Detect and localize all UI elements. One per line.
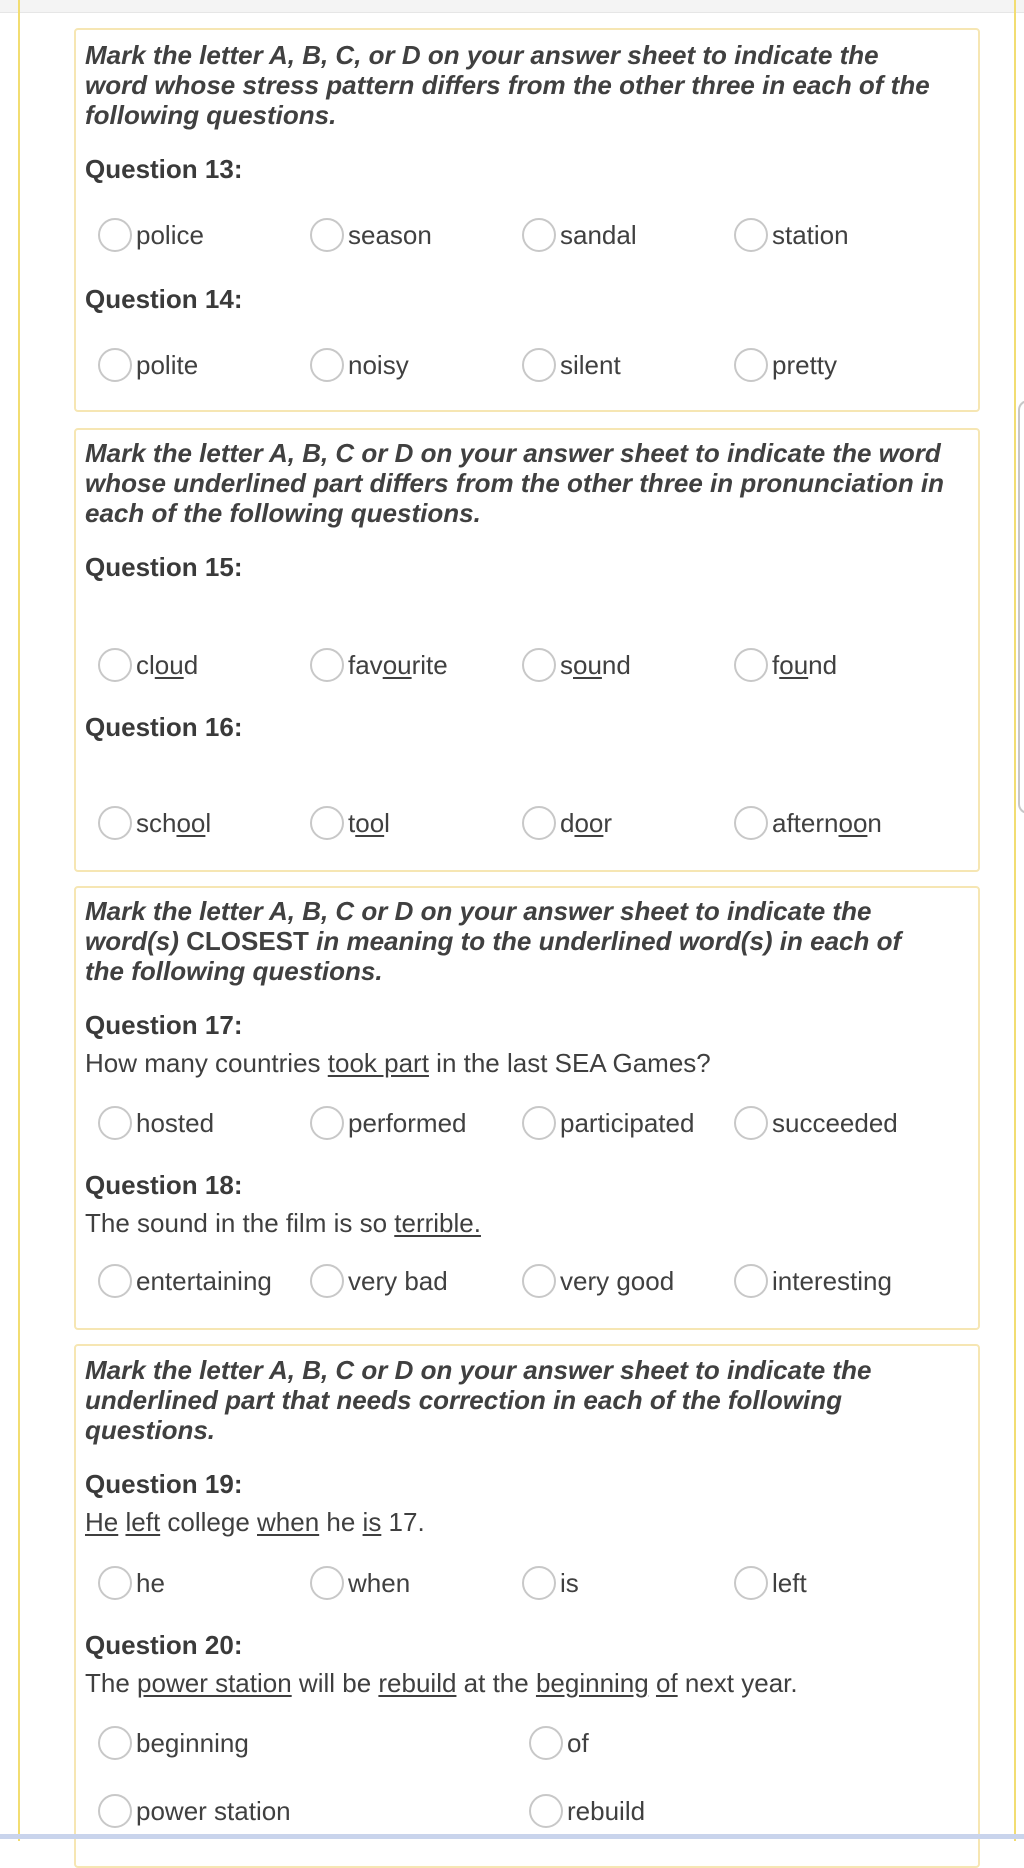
section-instruction: Mark the letter A, B, C, or D on your answer sheet to indicate the word whose stress pattern differs from the other three in each of the following questions. [85, 40, 930, 130]
option-label: silent [560, 349, 621, 380]
section-card-stress [74, 28, 980, 412]
radio-button[interactable] [98, 806, 132, 840]
radio-button[interactable] [98, 648, 132, 682]
option-b[interactable] [310, 806, 390, 840]
option-c[interactable] [98, 1794, 291, 1828]
option-label: school [136, 807, 212, 838]
option-label: sandal [560, 219, 637, 250]
radio-button[interactable] [310, 806, 344, 840]
radio-button[interactable] [522, 1264, 556, 1298]
question-title: Question 20: [85, 1630, 243, 1660]
question-title: Question 15: [85, 552, 243, 582]
option-d[interactable] [734, 648, 837, 682]
question-sentence: The sound in the film is so terrible. [85, 1208, 481, 1238]
bottom-border-line [0, 1834, 1024, 1839]
option-a[interactable] [98, 648, 198, 682]
option-a[interactable] [98, 1106, 214, 1140]
section-card-error-correction [74, 1344, 980, 1868]
option-d[interactable] [734, 1566, 807, 1600]
option-label: left [772, 1567, 807, 1598]
left-border-line [18, 0, 20, 1841]
question-title: Question 19: [85, 1469, 243, 1499]
radio-button[interactable] [310, 1566, 344, 1600]
option-c[interactable] [522, 806, 612, 840]
option-a[interactable] [98, 1264, 272, 1298]
question-title: Question 14: [85, 284, 243, 314]
option-c[interactable] [522, 348, 621, 382]
option-label: police [136, 219, 204, 250]
radio-button[interactable] [310, 648, 344, 682]
option-label: of [567, 1727, 589, 1758]
option-label: noisy [348, 349, 409, 380]
option-label: beginning [136, 1727, 249, 1758]
option-d[interactable] [529, 1794, 645, 1828]
radio-button[interactable] [522, 806, 556, 840]
radio-button[interactable] [98, 1106, 132, 1140]
option-label: station [772, 219, 849, 250]
option-d[interactable] [734, 1264, 892, 1298]
radio-button[interactable] [98, 1264, 132, 1298]
option-label: he [136, 1567, 165, 1598]
option-label: door [560, 807, 613, 838]
option-label: found [772, 649, 838, 680]
option-b[interactable] [310, 1566, 410, 1600]
question-sentence: How many countries took part in the last SEA Games? [85, 1048, 711, 1078]
option-label: afternoon [772, 807, 882, 838]
option-c[interactable] [522, 218, 637, 252]
section-instruction: Mark the letter A, B, C or D on your answer sheet to indicate the word(s) CLOSEST in meaning to the underlined word(s) in each of the following questions. [85, 896, 902, 986]
option-c[interactable] [522, 1264, 674, 1298]
radio-button[interactable] [310, 1106, 344, 1140]
question-sentence: The power station will be rebuild at the beginning of next year. [85, 1668, 798, 1698]
option-label: favourite [348, 649, 448, 680]
radio-button[interactable] [98, 1794, 132, 1828]
option-label: power station [136, 1795, 291, 1826]
radio-button[interactable] [734, 806, 768, 840]
option-a[interactable] [98, 348, 198, 382]
question-title: Question 16: [85, 712, 243, 742]
radio-button[interactable] [98, 1726, 132, 1760]
question-sentence: He left college when he is 17. [85, 1507, 425, 1537]
radio-button[interactable] [98, 348, 132, 382]
radio-button[interactable] [310, 218, 344, 252]
section-instruction: Mark the letter A, B, C or D on your answer sheet to indicate the word whose underlined part differs from the other three in pronunciation in each of the following questions. [85, 438, 945, 528]
option-d[interactable] [734, 218, 849, 252]
option-b[interactable] [529, 1726, 589, 1760]
radio-button[interactable] [529, 1726, 563, 1760]
section-card-pronunciation [74, 428, 980, 872]
radio-button[interactable] [98, 218, 132, 252]
option-b[interactable] [310, 1264, 448, 1298]
right-border-line [1014, 0, 1016, 1841]
browser-top-bar [0, 0, 1024, 13]
option-label: sound [560, 649, 631, 680]
option-a[interactable] [98, 806, 211, 840]
radio-button[interactable] [522, 648, 556, 682]
question-title: Question 17: [85, 1010, 243, 1040]
option-label: succeeded [772, 1107, 898, 1138]
section-instruction: Mark the letter A, B, C or D on your answer sheet to indicate the underlined part that needs correction in each of the following questions. [85, 1355, 872, 1445]
option-label: is [560, 1567, 579, 1598]
radio-button[interactable] [310, 1264, 344, 1298]
option-b[interactable] [310, 218, 432, 252]
radio-button[interactable] [310, 348, 344, 382]
option-label: cloud [136, 649, 199, 680]
radio-button[interactable] [522, 1566, 556, 1600]
option-b[interactable] [310, 648, 448, 682]
radio-button[interactable] [98, 1566, 132, 1600]
option-label: performed [348, 1107, 467, 1138]
radio-button[interactable] [734, 1264, 768, 1298]
radio-button[interactable] [522, 1106, 556, 1140]
radio-button[interactable] [734, 648, 768, 682]
option-d[interactable] [734, 806, 882, 840]
option-c[interactable] [522, 1566, 579, 1600]
section-card-closest-meaning [74, 886, 980, 1330]
option-label: tool [348, 807, 390, 838]
option-b[interactable] [310, 1106, 467, 1140]
option-label: very bad [348, 1265, 448, 1296]
option-label: rebuild [567, 1795, 646, 1826]
option-label: entertaining [136, 1265, 272, 1296]
radio-button[interactable] [734, 1106, 768, 1140]
option-label: pretty [772, 349, 838, 380]
radio-button[interactable] [734, 1566, 768, 1600]
option-label: participated [560, 1107, 695, 1138]
radio-button[interactable] [522, 218, 556, 252]
option-label: season [348, 219, 432, 250]
option-b[interactable] [310, 348, 409, 382]
option-a[interactable] [98, 218, 204, 252]
option-a[interactable] [98, 1566, 165, 1600]
option-d[interactable] [734, 348, 837, 382]
option-label: hosted [136, 1107, 215, 1138]
option-c[interactable] [522, 1106, 694, 1140]
option-d[interactable] [734, 1106, 898, 1140]
radio-button[interactable] [734, 348, 768, 382]
option-label: very good [560, 1265, 675, 1296]
side-panel-handle[interactable] [1018, 400, 1024, 814]
option-label: polite [136, 349, 199, 380]
option-c[interactable] [522, 648, 631, 682]
option-label: when [348, 1567, 411, 1598]
radio-button[interactable] [734, 218, 768, 252]
radio-button[interactable] [522, 348, 556, 382]
question-title: Question 18: [85, 1170, 243, 1200]
radio-button[interactable] [529, 1794, 563, 1828]
option-a[interactable] [98, 1726, 249, 1760]
option-label: interesting [772, 1265, 892, 1296]
question-title: Question 13: [85, 154, 243, 184]
